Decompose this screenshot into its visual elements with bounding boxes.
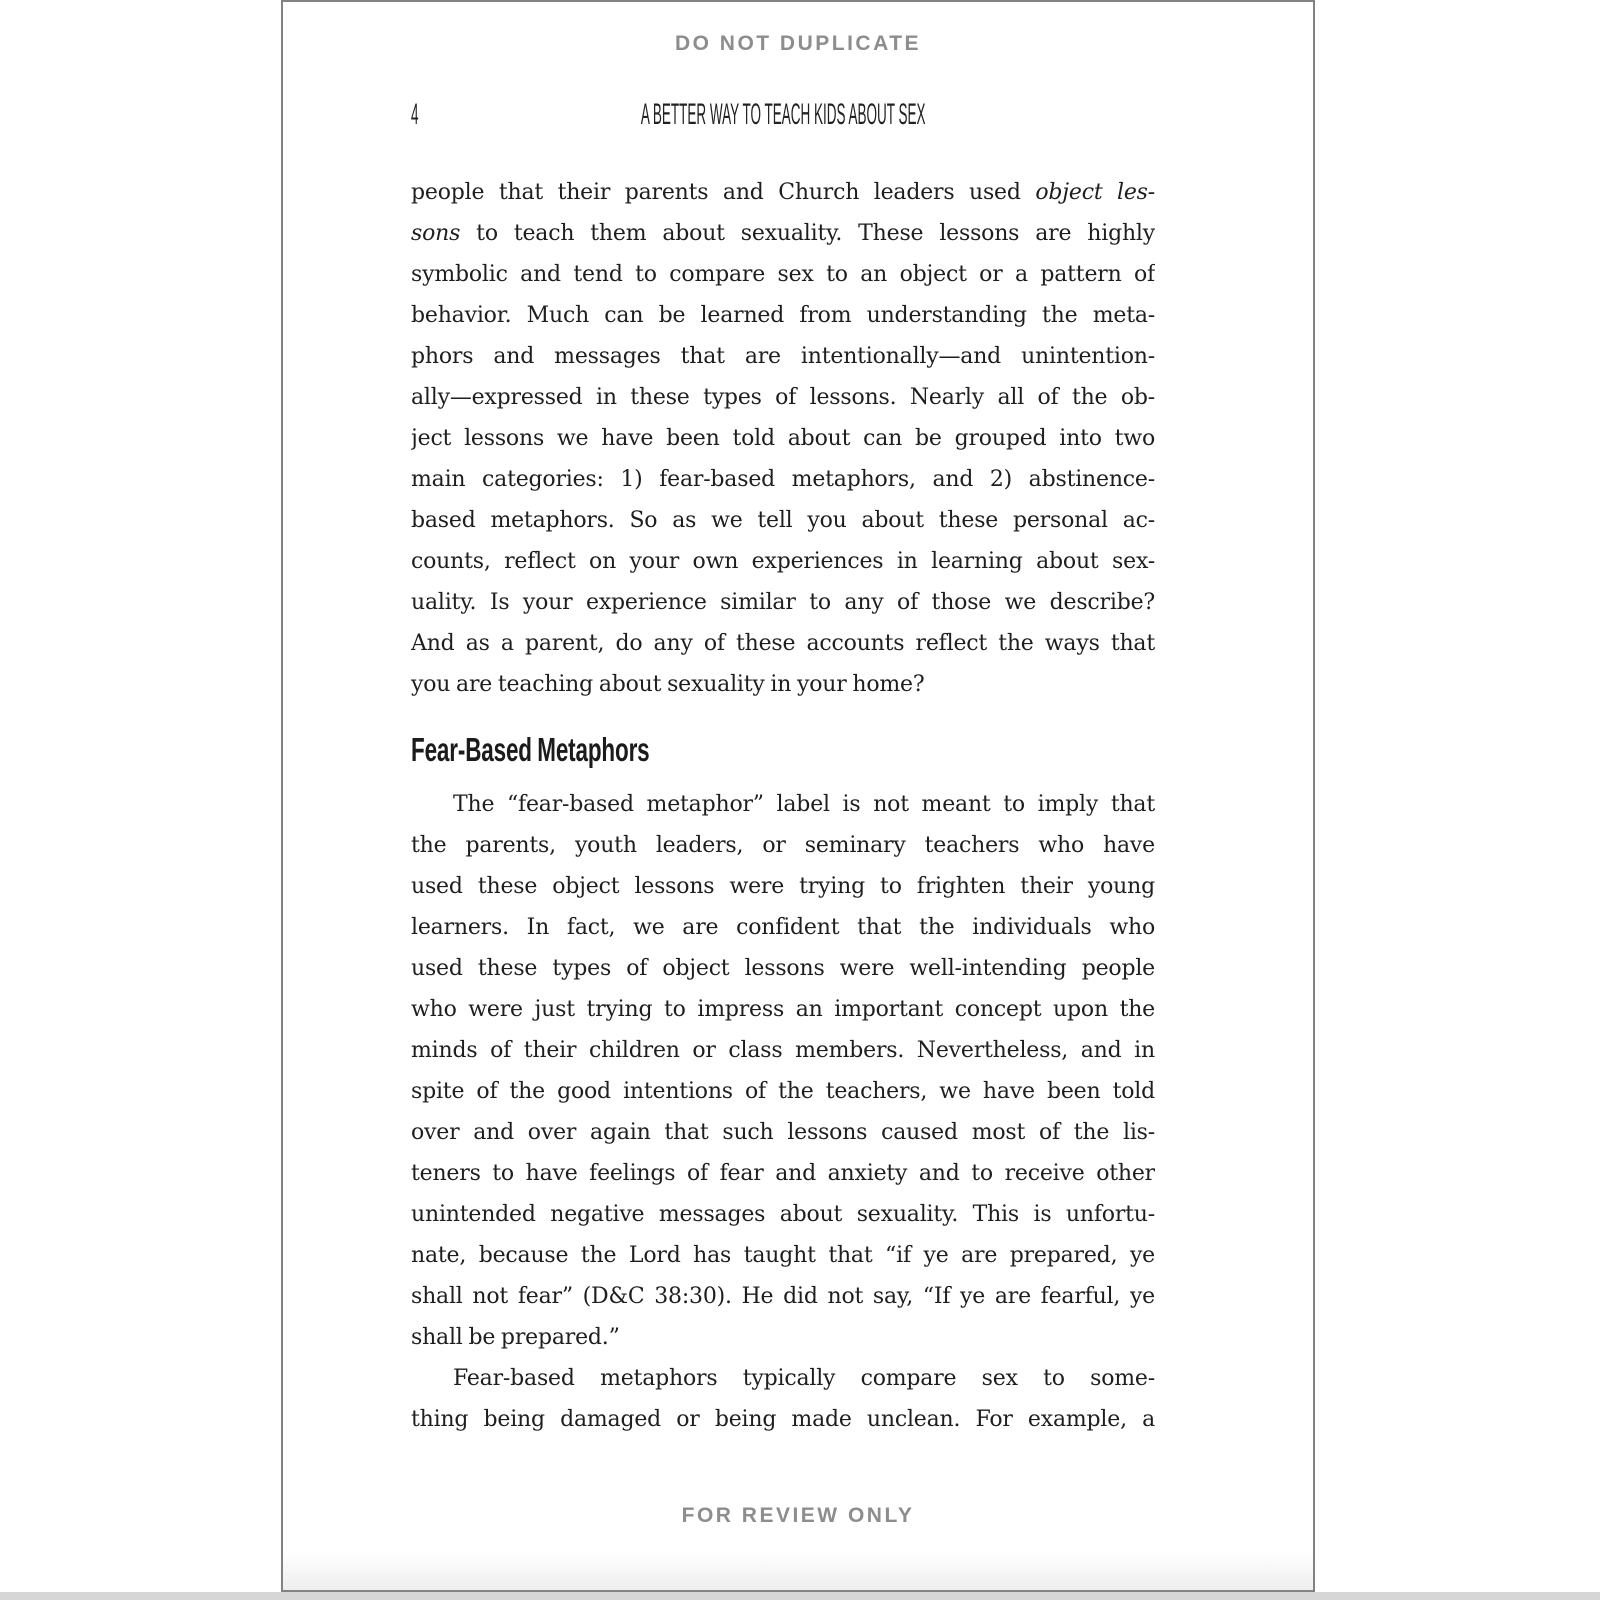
body-line: learners. In fact, we are confident that the individuals who: [411, 915, 1155, 940]
running-title: A BETTER WAY TO TEACH KIDS ABOUT SEX: [640, 98, 926, 131]
body-line: counts, reflect on your own experiences in learning about sex-: [411, 549, 1155, 574]
body-line: unintended negative messages about sexuality. This is unfortu-: [411, 1202, 1155, 1227]
body-line: used these types of object lessons were well-intending people: [411, 956, 1155, 981]
body-line: Fear-based metaphors typically compare sex to some-: [453, 1366, 1155, 1391]
body-line: main categories: 1) fear-based metaphors, and 2) abstinence-: [411, 467, 1155, 492]
body-line: who were just trying to impress an important concept upon the: [411, 997, 1155, 1022]
body-line: minds of their children or class members. Nevertheless, and in: [411, 1038, 1155, 1063]
running-header: [411, 98, 1155, 131]
body-line: the parents, youth leaders, or seminary teachers who have: [411, 833, 1155, 858]
body-line: symbolic and tend to compare sex to an object or a pattern of: [411, 262, 1155, 287]
body-line: ally—expressed in these types of lessons. Nearly all of the ob-: [411, 385, 1155, 410]
page-body: [411, 172, 1155, 1440]
body-line: you are teaching about sexuality in your home?: [411, 672, 925, 697]
paragraph: [411, 172, 1155, 705]
body-line: used these object lessons were trying to frighten their young: [411, 874, 1155, 899]
section-heading: Fear-Based Metaphors: [411, 731, 650, 768]
body-line: over and over again that such lessons caused most of the lis-: [411, 1120, 1155, 1145]
body-line: nate, because the Lord has taught that “if ye are prepared, ye: [411, 1243, 1155, 1268]
running-title-wrap: [411, 98, 1155, 131]
body-line: ject lessons we have been told about can be grouped into two: [411, 426, 1155, 451]
body-line: shall be prepared.”: [411, 1325, 620, 1350]
body-line: phors and messages that are intentionally—and unintention-: [411, 344, 1155, 369]
paragraph: [411, 1358, 1155, 1440]
body-line: sons to teach them about sexuality. These lessons are highly: [411, 221, 1155, 246]
body-line: And as a parent, do any of these accounts reflect the ways that: [411, 631, 1155, 656]
paragraph: [411, 784, 1155, 1358]
for-review-only-stamp: FOR REVIEW ONLY: [681, 1504, 915, 1527]
body-line: shall not fear” (D&C 38:30). He did not say, “If ye are fearful, ye: [411, 1284, 1155, 1309]
page-number: 4: [411, 98, 419, 131]
body-line: behavior. Much can be learned from understanding the meta-: [411, 303, 1155, 328]
body-line: based metaphors. So as we tell you about these personal ac-: [411, 508, 1155, 533]
body-line: people that their parents and Church leaders used object les-: [411, 180, 1155, 205]
page-number-wrap: [411, 98, 428, 131]
body-line: uality. Is your experience similar to any of those we describe?: [411, 590, 1155, 615]
body-line: The “fear-based metaphor” label is not meant to imply that: [453, 792, 1155, 817]
body-line: spite of the good intentions of the teachers, we have been told: [411, 1079, 1155, 1104]
do-not-duplicate-stamp: DO NOT DUPLICATE: [674, 32, 922, 55]
book-page: [281, 0, 1315, 1592]
bottom-band: [0, 1592, 1600, 1600]
body-line: teners to have feelings of fear and anxiety and to receive other: [411, 1161, 1155, 1186]
bottom-fade: [283, 1552, 1313, 1590]
body-line: thing being damaged or being made unclean. For example, a: [411, 1407, 1155, 1432]
